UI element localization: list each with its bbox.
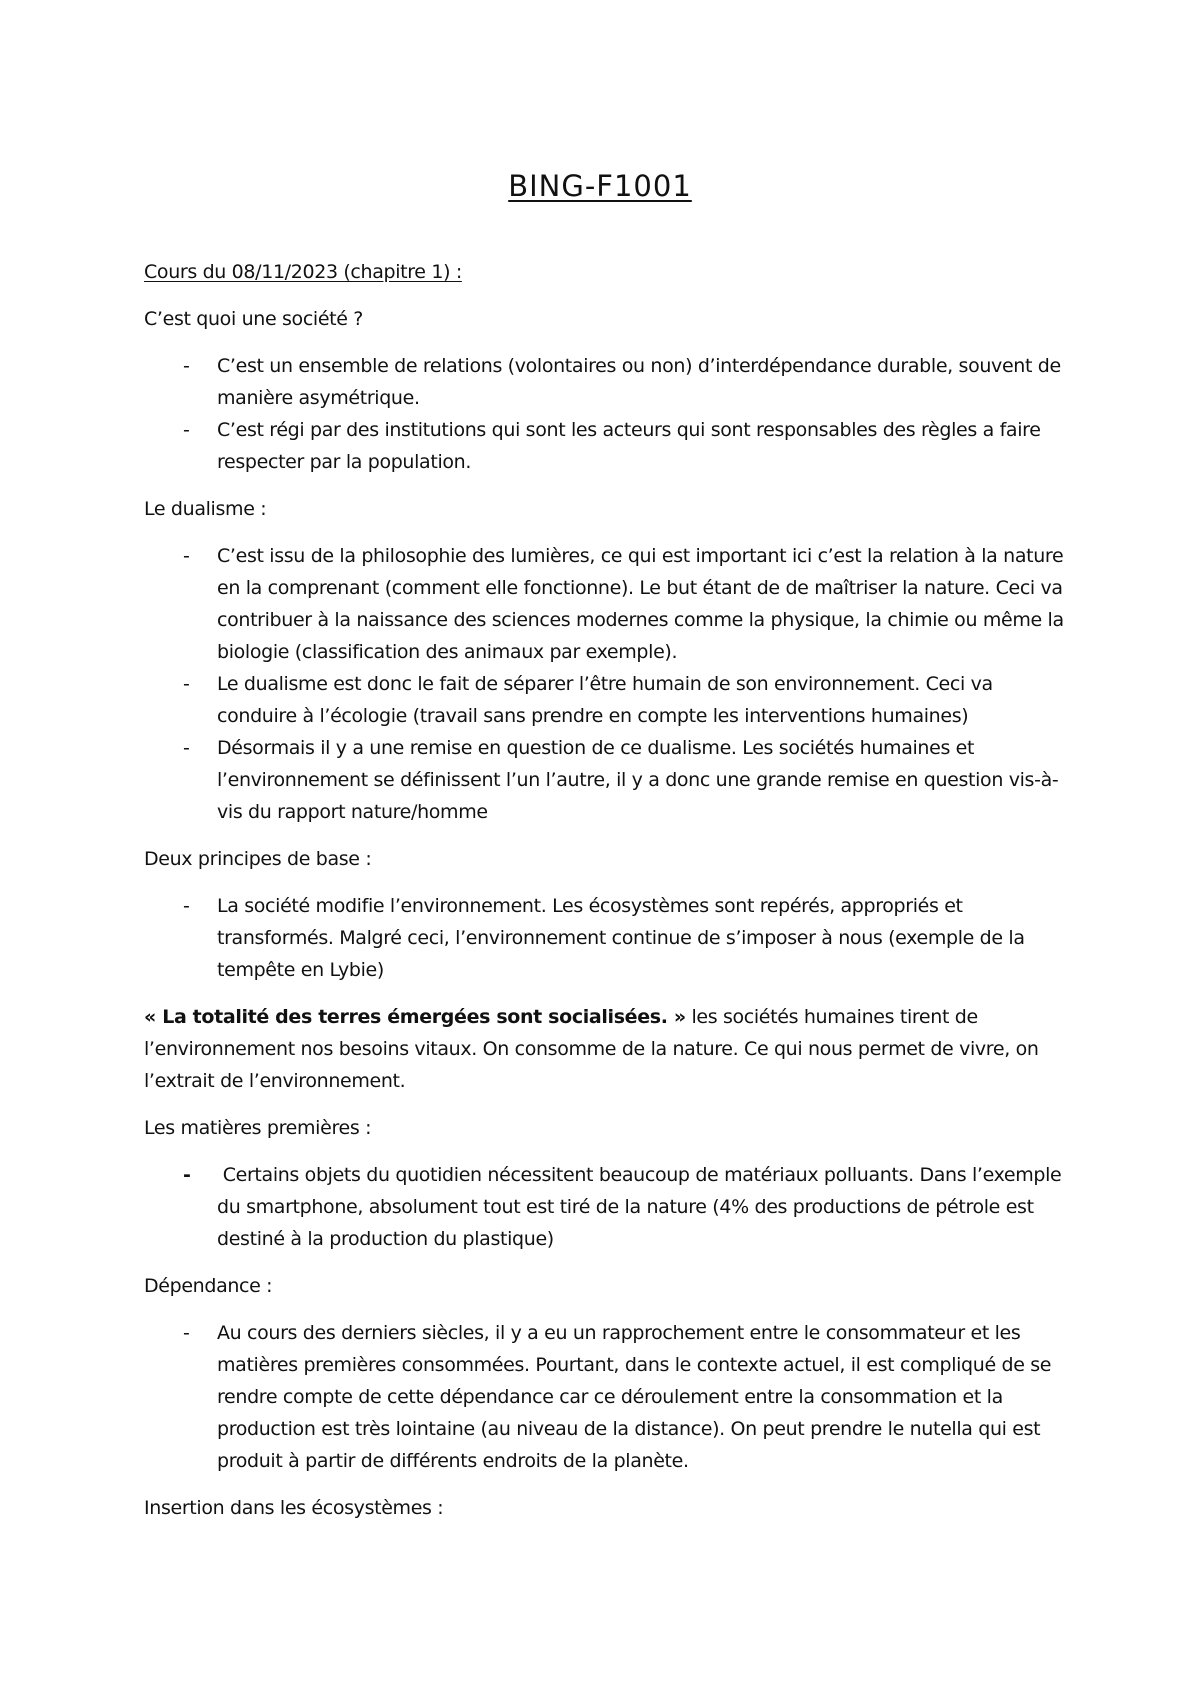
bullet-dash: -: [183, 1322, 190, 1344]
bullet-list-principes: [144, 890, 1064, 986]
bullet-dash: -: [183, 545, 190, 567]
list-item-text: Certains objets du quotidien nécessitent beaucoup de matériaux polluants. Dans l’exemple du smartphone, absolument tout est tiré de la nature (4% des productions de pétrole est destiné à la production du plastique): [217, 1164, 1068, 1250]
section-heading-insertion: Insertion dans les écosystèmes :: [144, 1497, 444, 1519]
list-item: [144, 668, 1064, 732]
quote-bold-text: « La totalité des terres émergées sont socialisées. »: [144, 1006, 686, 1028]
bullet-dash: -: [183, 419, 190, 441]
list-item: [144, 1159, 1068, 1255]
section-heading-dualisme: Le dualisme :: [144, 498, 267, 520]
list-item-text: Au cours des derniers siècles, il y a eu un rapprochement entre le consommateur et les matières premières consommées. Pourtant, dans le contexte actuel, il est compliqué de se rendre compte de cette dépendance car ce déroulement entre la consommation et la production est très lointaine (au niveau de la distance). On peut prendre le nutella qui est produit à partir de différents endroits de la planète.: [217, 1322, 1052, 1472]
bullet-list-dependance: [144, 1317, 1064, 1477]
quote-rest-text: les sociétés humaines tirent de l’environnement nos besoins vitaux. On consomme de la nature. Ce qui nous permet de vivre, on l’extrait de l’environnement.: [144, 1006, 1039, 1092]
course-header: [144, 256, 1064, 288]
bullet-dash: -: [183, 355, 190, 377]
bullet-dash: -: [183, 673, 190, 695]
list-item-text: C’est un ensemble de relations (volontaires ou non) d’interdépendance durable, souvent de manière asymétrique.: [217, 355, 1061, 409]
section-heading-societe: C’est quoi une société ?: [144, 308, 364, 330]
document-body: [144, 256, 1068, 1539]
bullet-list-societe: [144, 350, 1064, 478]
bullet-dash: -: [183, 1164, 191, 1186]
list-item-text: Désormais il y a une remise en question de ce dualisme. Les sociétés humaines et l’environnement se définissent l’un l’autre, il y a donc une grande remise en question vis-à-vis du rapport nature/homme: [217, 737, 1059, 823]
list-item-text: Le dualisme est donc le fait de séparer l’être humain de son environnement. Ceci va conduire à l’écologie (travail sans prendre en compte les interventions humaines): [217, 673, 993, 727]
quote-paragraph: [144, 1001, 1064, 1097]
course-header-text: Cours du 08/11/2023 (chapitre 1) :: [144, 261, 462, 283]
document-title: BING-F1001: [508, 169, 692, 203]
bullet-dash: -: [183, 737, 190, 759]
bullet-list-matieres: [144, 1159, 1068, 1255]
list-item: [144, 350, 1064, 414]
list-item: [144, 414, 1064, 478]
list-item-text: C’est régi par des institutions qui sont les acteurs qui sont responsables des règles a faire respecter par la population.: [217, 419, 1041, 473]
list-item: [144, 540, 1064, 668]
bullet-dash: -: [183, 895, 190, 917]
list-item: [144, 890, 1064, 986]
list-item-text: C’est issu de la philosophie des lumières, ce qui est important ici c’est la relation à la nature en la comprenant (comment elle fonctionne). Le but étant de de maîtriser la nature. Ceci va contribuer à la naissance des sciences modernes comme la physique, la chimie ou même la biologie (classification des animaux par exemple).: [217, 545, 1064, 663]
section-heading-dependance: Dépendance :: [144, 1275, 273, 1297]
list-item-text: La société modifie l’environnement. Les écosystèmes sont repérés, appropriés et transformés. Malgré ceci, l’environnement continue de s’imposer à nous (exemple de la tempête en Lybie): [217, 895, 1025, 981]
section-heading-matieres: Les matières premières :: [144, 1117, 372, 1139]
list-item: [144, 732, 1064, 828]
bullet-list-dualisme: [144, 540, 1064, 828]
list-item: [144, 1317, 1064, 1477]
section-heading-principes: Deux principes de base :: [144, 848, 372, 870]
